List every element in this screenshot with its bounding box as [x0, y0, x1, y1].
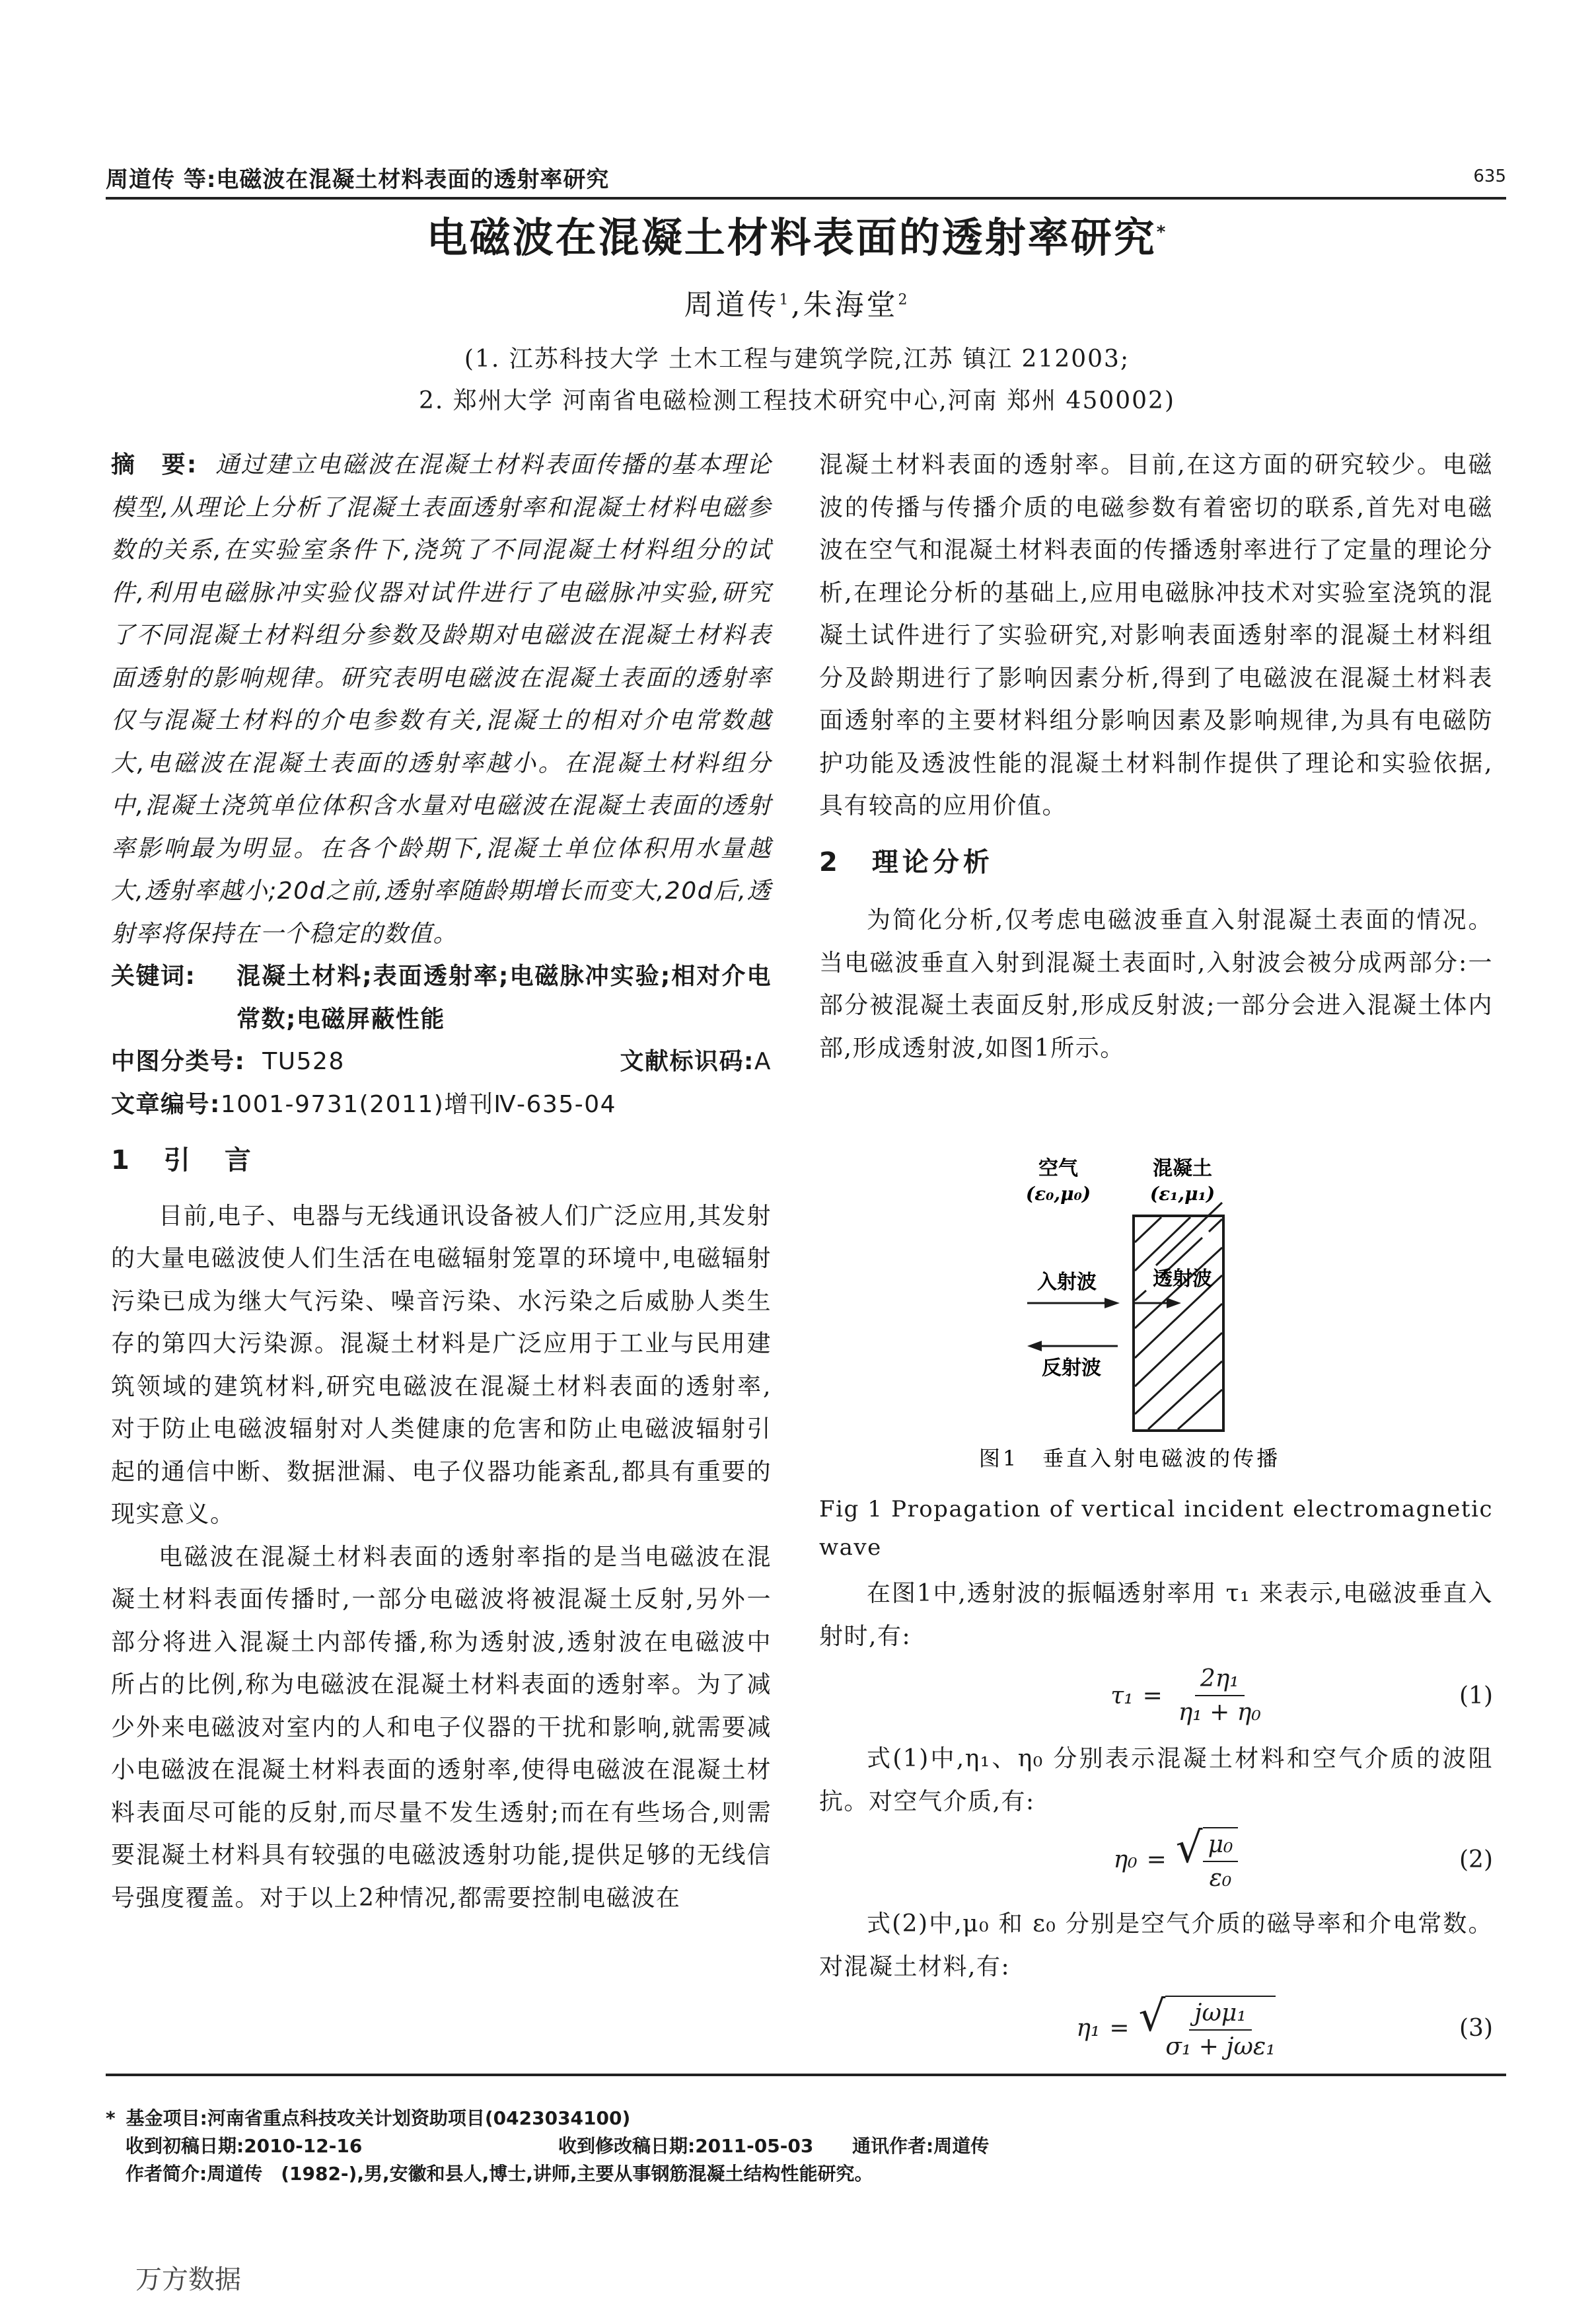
air-label: 空气	[1038, 1157, 1078, 1180]
article-number-line	[111, 1084, 772, 1127]
eq1-lhs: τ₁	[1110, 1682, 1134, 1709]
article-title	[0, 205, 1594, 264]
sqrt-icon: √	[1138, 1992, 1166, 2041]
air-params: (ε₀,μ₀)	[1025, 1183, 1091, 1205]
right-column	[819, 444, 1493, 1070]
eq2-denominator: ε₀	[1209, 1865, 1232, 1892]
running-head-title: 周道传 等:电磁波在混凝土材料表面的透射率研究	[106, 167, 610, 193]
article-title-text: 电磁波在混凝土材料表面的透射率研究	[426, 213, 1157, 262]
section-2-paragraph: 在图1中,透射波的振幅透射率用 τ₁ 来表示,电磁波垂直入射时,有:	[819, 1580, 1493, 1650]
clc-value: TU528	[262, 1048, 345, 1075]
keywords-text: 混凝土材料;表面透射率;电磁脉冲实验;相对介电常数;电磁屏蔽性能	[236, 963, 772, 1033]
fund-text: 基金项目:河南省重点科技攻关计划资助项目(0423034100)	[126, 2107, 631, 2129]
abstract-text: 通过建立电磁波在混凝土材料表面传播的基本理论模型,从理论上分析了混凝土表面透射率和混凝土材料电磁参数的关系,在实验室条件下,浇筑了不同混凝土材料组分的试件,利用电磁脉冲实验仪器对试件进行了电磁脉冲实验,研究了不同混凝土材料组分参数及龄期对电磁波在混凝土材料表面透射的影响规律。研究表明电磁波在混凝土表面的透射率仅与混凝土材料的介电参数有关,混凝土的相对介电常数越大,电磁波在混凝土表面的透射率越小。在混凝土材料组分中,混凝土浇筑单位体积含水量对电磁波在混凝土表面的透射率影响最为明显。在各个龄期下,混凝土单位体积用水量越大,透射率越小;20d之前,透射率随龄期增长而变大,20d后,透射率将保持在一个稳定的数值。	[111, 451, 772, 948]
author-separator: ,	[791, 288, 803, 322]
footnotes	[106, 2105, 990, 2188]
eq2-sqrt	[1175, 1824, 1239, 1892]
right-column-eq3-text	[819, 1903, 1493, 1988]
author-affil-mark: 1	[779, 291, 791, 309]
page-number: 635	[1473, 167, 1506, 186]
transmitted-arrow-head	[1167, 1298, 1181, 1308]
section-1-continuation: 混凝土材料表面的透射率。目前,在这方面的研究较少。电磁波的传播与传播介质的电磁参数有着密切的联系,首先对电磁波在空气和混凝土材料表面的传播透射率进行了定量的理论分析,在理论分析的基础上,应用电磁脉冲技术对实验室浇筑的混凝土试件进行了实验研究,对影响表面透射率的混凝土材料组分及龄期进行了影响因素分析,得到了电磁波在混凝土材料表面透射率的主要材料组分影响因素及影响规律,为具有电磁防护功能及透波性能的混凝土材料制作提供了理论和实验依据,具有较高的应用价值。	[819, 451, 1493, 819]
author-name: 朱海堂	[803, 288, 898, 322]
abstract	[111, 444, 772, 956]
author-list	[0, 281, 1594, 323]
incident-wave-label: 入射波	[1037, 1271, 1097, 1294]
reflected-wave-label: 反射波	[1042, 1357, 1101, 1380]
section-2-paragraph: 式(1)中,η₁、η₀ 分别表示混凝土材料和空气介质的波阻抗。对空气介质,有:	[819, 1745, 1493, 1815]
sqrt-icon: √	[1175, 1824, 1203, 1873]
keywords-label: 关键词:	[111, 963, 196, 990]
footnote-divider	[106, 2074, 1506, 2076]
section-2-heading: 2 理论分析	[819, 846, 994, 878]
received-date: 收到初稿日期:2010-12-16	[126, 2135, 363, 2157]
fund-line	[106, 2105, 989, 2132]
reflected-arrow-head	[1027, 1341, 1042, 1351]
eq2-lhs: η₀	[1113, 1846, 1138, 1873]
affiliation-1: (1. 江苏科技大学 土木工程与建筑学院,江苏 镇江 212003;	[464, 346, 1130, 373]
eq3-sqrt	[1138, 1992, 1276, 2060]
equation-2: η₀ = √ $\frac{\text{μ₀}}{\text{ε₀}}$ (2)	[1113, 1824, 1493, 1892]
corresponding-author: 通讯作者:周道传	[852, 2135, 990, 2157]
eq3-lhs: η₁	[1076, 2014, 1101, 2042]
section-2-paragraph: 为简化分析,仅考虑电磁波垂直入射混凝土表面的情况。当电磁波垂直入射到混凝土表面时,入射波会被分成两部分:一部分被混凝土表面反射,形成反射波;一部分会进入混凝土体内部,形成透射波,如图1所示。	[819, 907, 1493, 1062]
eq1-denominator: η₁ + η₀	[1178, 1699, 1261, 1726]
doc-code-label: 文献标识码:	[620, 1048, 754, 1075]
transmitted-wave-label: 透射波	[1153, 1267, 1212, 1291]
right-column-lower	[819, 1573, 1493, 1658]
eq1-numerator: 2η₁	[1195, 1665, 1245, 1696]
eq3-number: (3)	[1459, 2014, 1493, 2042]
doc-code-value: A	[754, 1048, 772, 1075]
footnote-mark: *	[106, 2107, 116, 2129]
author-bio: 作者简介:周道传 (1982-),男,安徽和县人,博士,讲师,主要从事钢筋混凝土结构性能研究。	[126, 2163, 873, 2185]
incident-arrow-head	[1105, 1298, 1120, 1308]
author-affil-mark: 2	[898, 291, 910, 309]
eq2-number: (2)	[1459, 1846, 1493, 1873]
article-number-value: 1001-9731(2011)增刊Ⅳ-635-04	[220, 1090, 617, 1118]
concrete-block	[1134, 1216, 1223, 1431]
eq1-number: (1)	[1459, 1682, 1493, 1709]
title-footnote-mark: *	[1156, 222, 1168, 243]
section-1-paragraph: 目前,电子、电器与无线通讯设备被人们广泛应用,其发射的大量电磁波使人们生活在电磁辐射笼罩的环境中,电磁辐射污染已成为继大气污染、噪音污染、水污染之后威胁人类生存的第四大污染源。混凝土材料是广泛应用于工业与民用建筑领域的建筑材料,研究电磁波在混凝土材料表面的透射率,对于防止电磁波辐射对人类健康的危害和防止电磁波辐射引起的通信中断、数据泄漏、电子仪器功能紊乱,都具有重要的现实意义。	[111, 1202, 772, 1528]
equation-3: η₁ = √ $\frac{\text{jωμ₁}}{\text{σ₁ + jωε₁}}$ (3)	[1076, 1992, 1493, 2060]
hatch-lines	[1135, 1203, 1222, 1429]
keywords	[111, 956, 772, 1041]
figure-1-diagram	[958, 1150, 1367, 1480]
section-1-heading: 1 引 言	[111, 1145, 255, 1176]
equation-1: τ₁ = $\frac{\text{2η₁}}{\text{η₁ + η₀}}$ (1)	[1110, 1665, 1493, 1726]
figure-caption-en: Fig 1 Propagation of vertical incident electromagnetic wave	[819, 1496, 1493, 1561]
revised-date: 收到修改稿日期:2011-05-03	[558, 2135, 814, 2157]
right-column-eq2-text	[819, 1738, 1493, 1823]
eq3-denominator: σ₁ + jωε₁	[1165, 2033, 1276, 2060]
watermark: 万方数据	[135, 2265, 241, 2295]
running-head	[106, 157, 1506, 200]
eq1-fraction	[1178, 1665, 1261, 1726]
concrete-label: 混凝土	[1153, 1157, 1212, 1180]
article-number-label: 文章编号:	[111, 1090, 221, 1118]
clc-label: 中图分类号:	[111, 1048, 246, 1075]
concrete-params: (ε₁,μ₁)	[1149, 1183, 1215, 1205]
left-column	[111, 444, 772, 1920]
figure-1	[958, 1150, 1367, 1480]
classification-line	[111, 1041, 772, 1084]
section-1-paragraph: 电磁波在混凝土材料表面的透射率指的是当电磁波在混凝土材料表面传播时,一部分电磁波将被混凝土反射,另外一部分将进入混凝土内部传播,称为透射波,透射波在电磁波中所占的比例,称为电磁波在混凝土材料表面的透射率。为了减少外来电磁波对室内的人和电子仪器的干扰和影响,就需要减小电磁波在混凝土材料表面的透射率,使得电磁波在混凝土材料表面尽可能的反射,而尽量不发生透射;而在有些场合,则需要混凝土材料具有较强的电磁波透射功能,提供足够的无线信号强度覆盖。对于以上2种情况,都需要控制电磁波在	[111, 1543, 772, 1912]
abstract-label: 摘 要:	[111, 451, 198, 478]
author-name: 周道传	[684, 288, 779, 322]
affiliation-2: 2. 郑州大学 河南省电磁检测工程技术研究中心,河南 郑州 450002)	[418, 387, 1176, 414]
figure-caption-cn: 图1 垂直入射电磁波的传播	[978, 1446, 1281, 1471]
eq2-numerator: μ₀	[1203, 1831, 1239, 1862]
section-2-paragraph: 式(2)中,μ₀ 和 ε₀ 分别是空气介质的磁导率和介电常数。对混凝土材料,有:	[819, 1910, 1493, 1980]
eq3-numerator: jωμ₁	[1189, 2000, 1251, 2031]
dates-line	[126, 2132, 989, 2160]
